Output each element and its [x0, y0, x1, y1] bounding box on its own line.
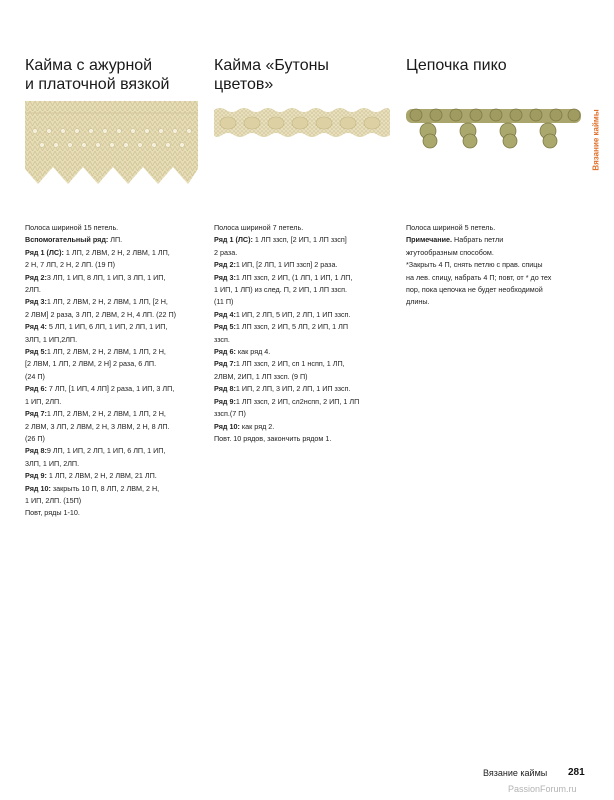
- instruction-line: Ряд 7:1 ЛП, 2 ЛВМ, 2 Н, 2 ЛВМ, 1 ЛП, 2 Н,: [25, 409, 166, 419]
- lace-edging-photo: [25, 101, 198, 184]
- instruction-line: Вспомогательный ряд: ЛП.: [25, 235, 123, 245]
- page-number: 281: [568, 767, 585, 778]
- instruction-line: (11 П): [214, 297, 234, 307]
- instruction-line: Ряд 3:1 ЛП, 2 ЛВМ, 2 Н, 2 ЛВМ, 1 ЛП, [2 Н,: [25, 297, 168, 307]
- instruction-line: 3ЛП, 1 ИП,2ЛП.: [25, 334, 78, 344]
- instruction-line: Ряд 3:1 ЛП ззсп, 2 ИП, (1 ЛП, 1 ИП, 1 ЛП,: [214, 272, 353, 282]
- instruction-line: Ряд 10: закрыть 10 П, 8 ЛП, 2 ЛВМ, 2 Н,: [25, 483, 160, 493]
- instruction-line: 1 ИП, 2ЛП. (15П): [25, 495, 82, 505]
- instruction-line: Ряд 7:1 ЛП ззсп, 2 ИП, сп 1 нспп, 1 ЛП,: [214, 359, 345, 369]
- instruction-line: пор, пока цепочка не будет необходимой: [406, 285, 543, 295]
- instruction-line: ззсп.(7 П): [214, 409, 246, 419]
- watermark: PassionForum.ru: [508, 784, 577, 794]
- instruction-line: Ряд 9: 1 ЛП, 2 ЛВМ, 2 Н, 2 ЛВМ, 21 ЛП.: [25, 471, 157, 481]
- instruction-line: 2ЛВМ, 2ИП, 1 ЛП ззсп. (9 П): [214, 371, 308, 381]
- pattern-instructions: [406, 222, 581, 309]
- instruction-line: 1 ИП, 2ЛП.: [25, 396, 62, 406]
- instruction-line: Ряд 1 (ЛС): 1 ЛП ззсп, [2 ИП, 1 ЛП ззсп]: [214, 235, 347, 245]
- instruction-line: Ряд 10: как ряд 2.: [214, 421, 275, 431]
- instruction-line: (24 П): [25, 371, 45, 381]
- section-side-tab: [588, 100, 604, 180]
- pattern-title: Кайма «Бутоны цветов»: [214, 57, 329, 93]
- instruction-line: Ряд 8:1 ИП, 2 ЛП, 3 ИП, 2 ЛП, 1 ИП ззсп.: [214, 384, 351, 394]
- instruction-line: Ряд 4: 5 ЛП, 1 ИП, 6 ЛП, 1 ИП, 2 ЛП, 1 ИП,: [25, 322, 168, 332]
- instruction-line: [2 ЛВМ, 1 ЛП, 2 ЛВМ, 2 Н] 2 раза, 6 ЛП.: [25, 359, 157, 369]
- instruction-line: 2 раза.: [214, 247, 238, 257]
- instruction-line: Ряд 6: 7 ЛП, [1 ИП, 4 ЛП] 2 раза, 1 ИП, 3 ЛП,: [25, 384, 175, 394]
- instruction-line: 1 ИП, 1 ЛП) из след. П, 2 ИП, 1 ЛП ззсп.: [214, 285, 347, 295]
- instruction-line: Повт, ряды 1-10.: [25, 508, 80, 518]
- instruction-line: 2 ЛВМ, 3 ЛП, 2 ЛВМ, 2 Н, 3 ЛВМ, 2 Н, 8 ЛП.: [25, 421, 170, 431]
- instruction-line: Примечание. Набрать петли: [406, 235, 504, 245]
- picot-chain-photo: [406, 101, 581, 151]
- instruction-line: Ряд 8:9 ЛП, 1 ИП, 2 ЛП, 1 ИП, 6 ЛП, 1 ИП,: [25, 446, 166, 456]
- instruction-line: *Закрыть 4 П, снять петлю с прав. спицы: [406, 260, 543, 270]
- instruction-line: Повт. 10 рядов, закончить рядом 1.: [214, 433, 332, 443]
- footer-section-title: Вязание каймы: [483, 768, 548, 778]
- instruction-line: Полоса шириной 5 петель.: [406, 223, 496, 232]
- pattern-instructions: [214, 222, 396, 445]
- flower-buds-photo: [214, 106, 390, 139]
- instruction-line: Полоса шириной 15 петель.: [25, 223, 119, 232]
- instruction-line: 3ЛП, 1 ИП, 2ЛП.: [25, 458, 80, 468]
- pattern-title: Цепочка пико: [406, 57, 507, 74]
- instruction-line: (26 П): [25, 433, 45, 443]
- instruction-line: жгутообразным способом.: [406, 247, 494, 257]
- instruction-line: Ряд 5:1 ЛП ззсп, 2 ИП, 5 ЛП, 2 ИП, 1 ЛП: [214, 322, 349, 332]
- pattern-instructions: [25, 222, 205, 520]
- instruction-line: Ряд 9:1 ЛП ззсп, 2 ИП, сл2нспп, 2 ИП, 1 ЛП: [214, 396, 360, 406]
- instruction-line: Полоса шириной 7 петель.: [214, 223, 304, 232]
- instruction-line: Ряд 4:1 ИП, 2 ЛП, 5 ИП, 2 ЛП, 1 ИП ззсп.: [214, 309, 351, 319]
- instruction-line: 2ЛП.: [25, 285, 41, 295]
- pattern-title: Кайма с ажурной и платочной вязкой: [25, 57, 170, 93]
- section-label: Вязание каймы: [591, 109, 601, 171]
- instruction-line: 2 Н, 7 ЛП, 2 Н, 2 ЛП. (19 П): [25, 260, 116, 270]
- instruction-line: Ряд 1 (ЛС): 1 ЛП, 2 ЛВМ, 2 Н, 2 ЛВМ, 1 ЛП,: [25, 247, 170, 257]
- instruction-line: 2 ЛВМ] 2 раза, 3 ЛП, 2 ЛВМ, 2 Н, 4 ЛП. (22 П): [25, 309, 177, 319]
- instruction-line: ззсп.: [214, 334, 230, 344]
- instruction-line: Ряд 2:3 ЛП, 1 ИП, 8 ЛП, 1 ИП, 3 ЛП, 1 ИП,: [25, 272, 166, 282]
- instruction-line: длины.: [406, 297, 430, 307]
- instruction-line: Ряд 6: как ряд 4.: [214, 347, 271, 357]
- instruction-line: на лев. спицу, набрать 4 П; повт, от * до тех: [406, 272, 552, 282]
- instruction-line: Ряд 5:1 ЛП, 2 ЛВМ, 2 Н, 2 ЛВМ, 1 ЛП, 2 Н,: [25, 347, 166, 357]
- instruction-line: Ряд 2:1 ИП, [2 ЛП, 1 ИП ззсп] 2 раза.: [214, 260, 338, 270]
